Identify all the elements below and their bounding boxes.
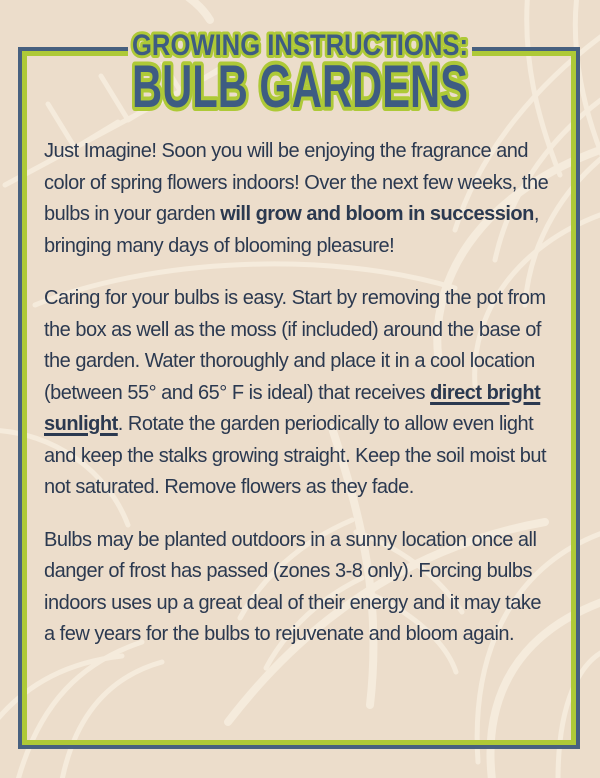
page-title: BULB GARDENS (132, 53, 468, 120)
text-run: will grow and bloom in succession (220, 203, 534, 225)
text-run: Bulbs may be planted outdoors in a sunny location once all danger of frost has passed (zones 3-8 only). Forcing bulbs indoors uses up a great deal of their energy and it may take a few years for the bulbs to rejuvenate and bloom again. (44, 528, 541, 645)
instructions-paragraph (44, 283, 552, 504)
instructions-paragraph (44, 136, 552, 262)
text-run: direct bright sunlight (44, 381, 541, 435)
text-run: , bringing many days of blooming pleasure! (44, 203, 539, 257)
instructions-paragraph (44, 525, 552, 651)
text-run: Just Imagine! Soon you will be enjoying the fragrance and color of spring flowers indoors! Over the next few weeks, the bulbs in your garden (44, 140, 549, 225)
title-heading (20, 53, 580, 120)
growing-instructions-label: GROWING INSTRUCTIONS: (132, 29, 468, 62)
text-run: . Rotate the garden periodically to allow even light and keep the stalks growing straight. Keep the soil moist but not saturated. Remove flowers as they fade. (44, 413, 547, 498)
instructions-body (44, 136, 552, 672)
text-run: Caring for your bulbs is easy. Start by removing the pot from the box as well as the moss (if included) around the base of the garden. Water thoroughly and place it in a cool location (between 55° and 65° F is ideal) that receives (44, 287, 546, 404)
